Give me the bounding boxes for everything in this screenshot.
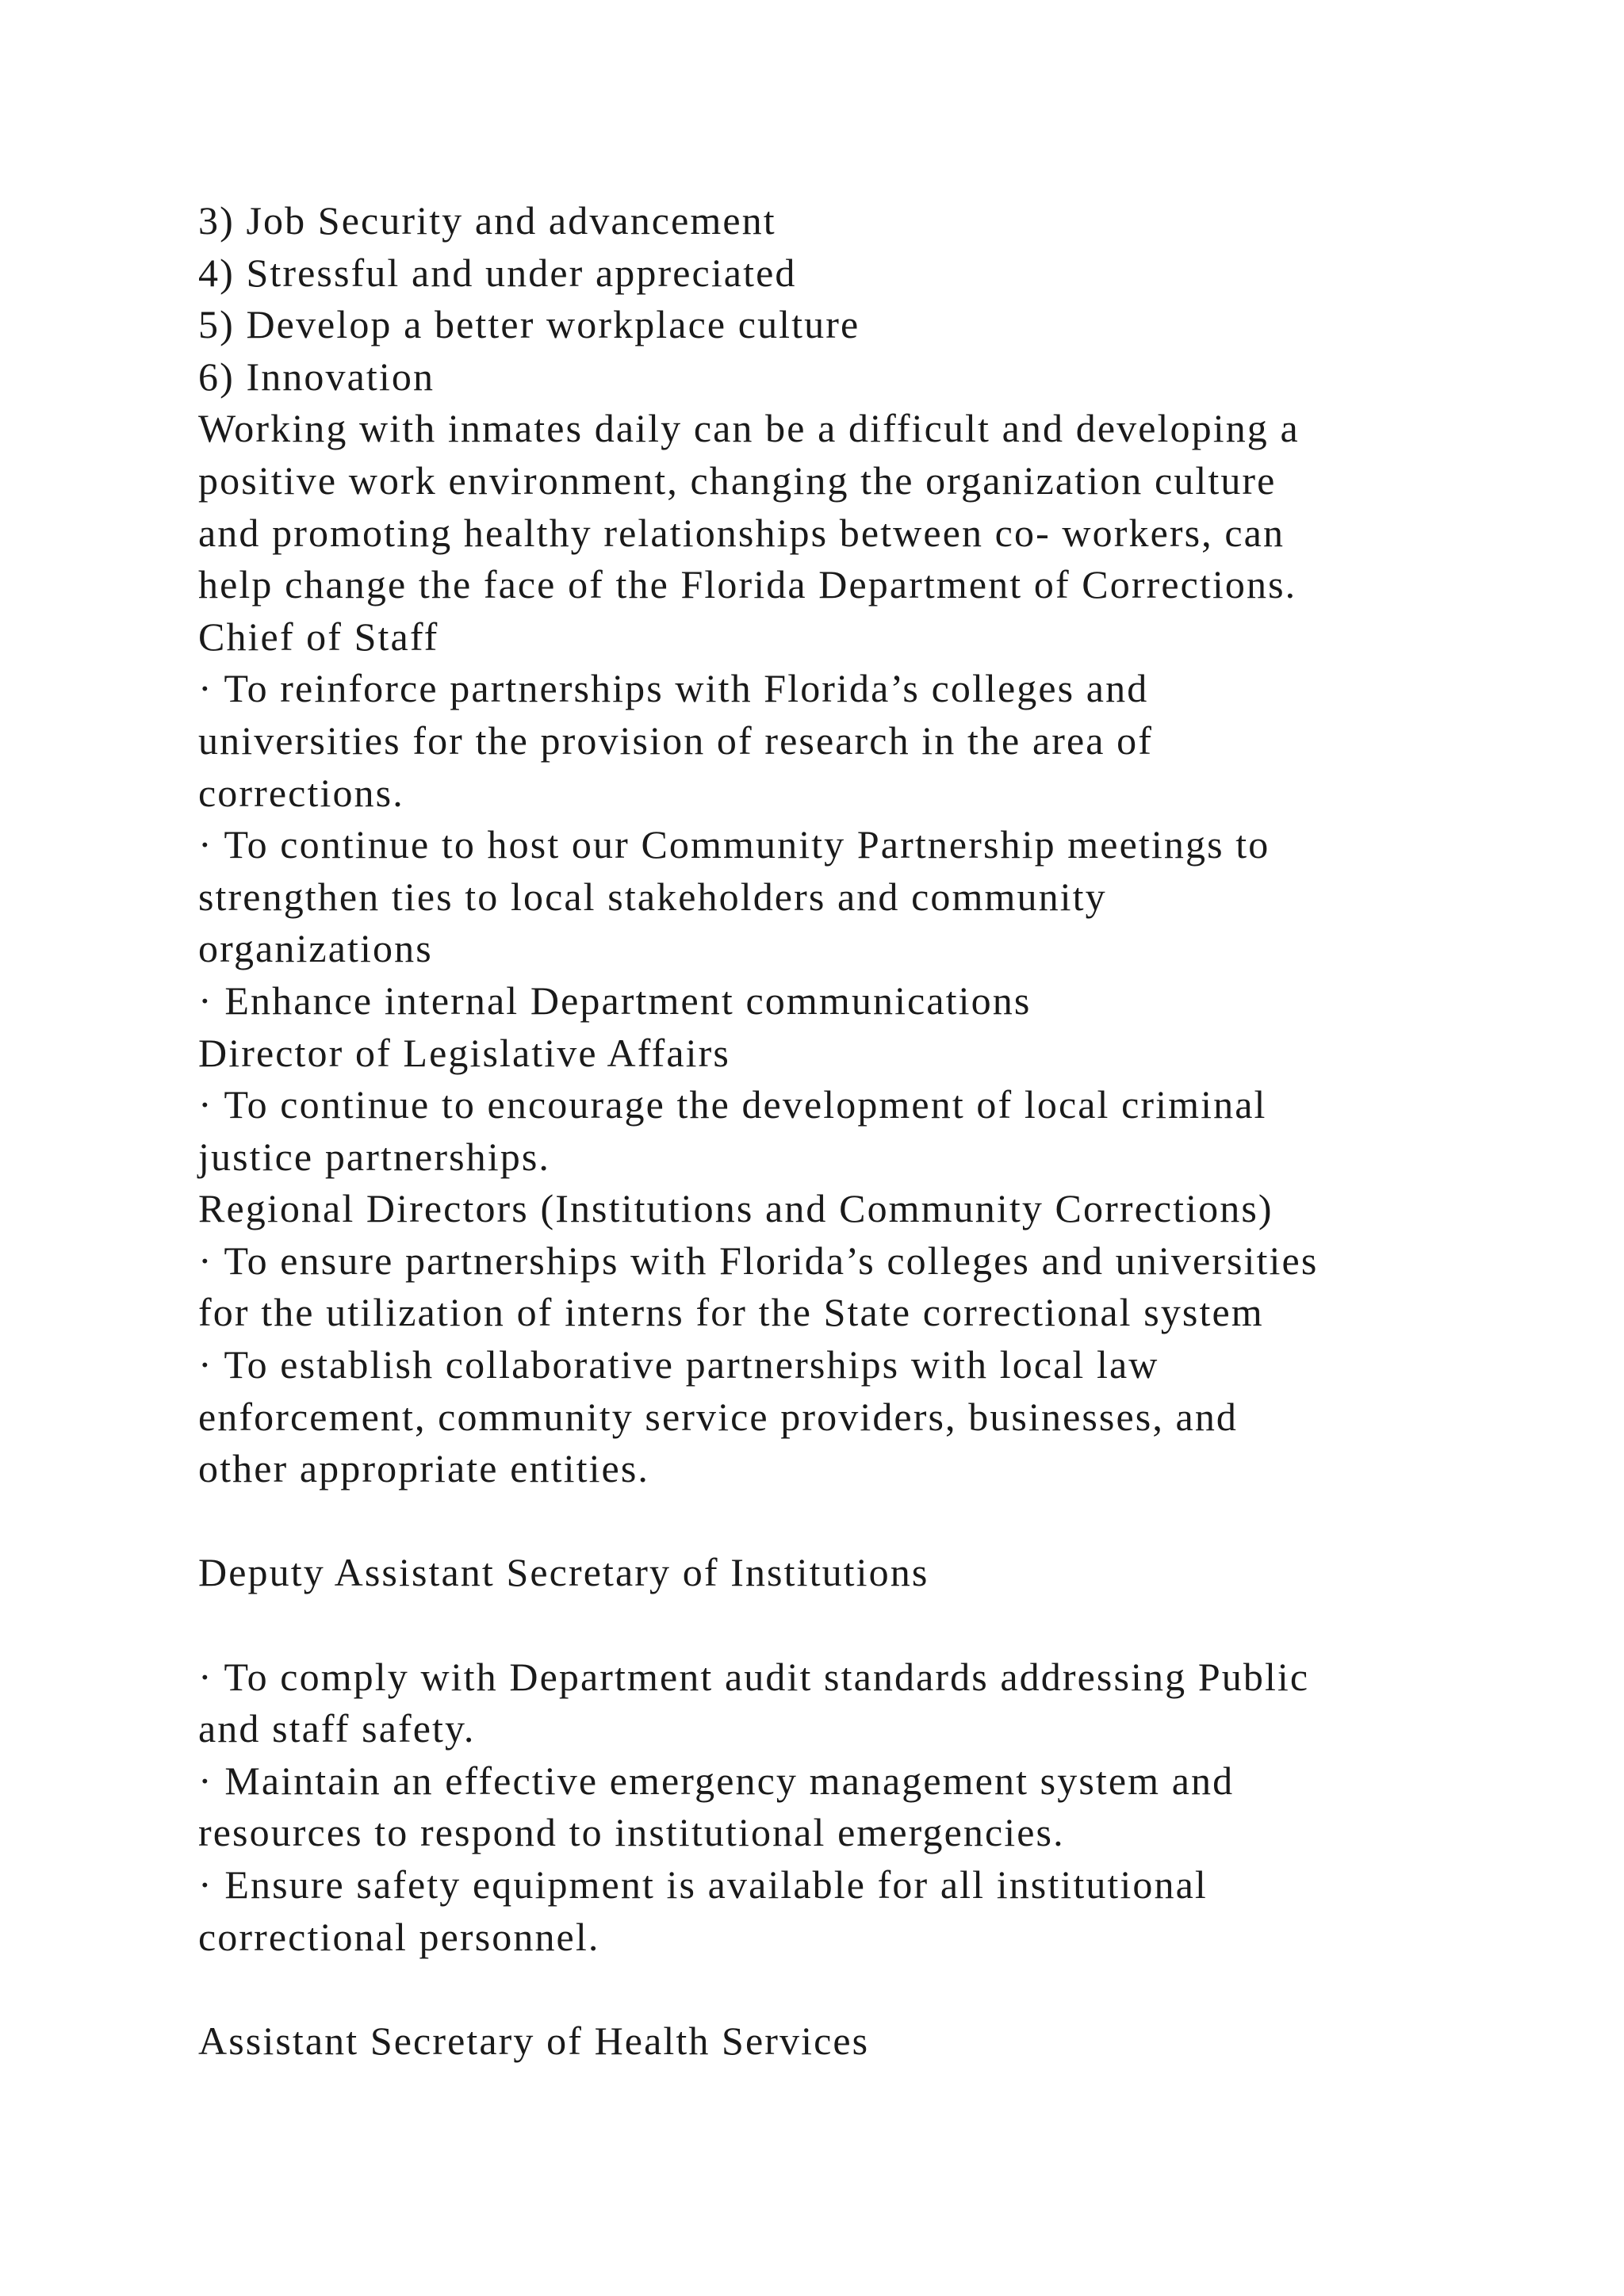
bullet-line: · To comply with Department audit standards addressing Public [198, 1654, 1310, 1699]
bullet-line: · Enhance internal Department communications [198, 978, 1032, 1023]
section-heading-deputy-assistant-secretary: Deputy Assistant Secretary of Institutions [198, 1550, 929, 1595]
bullet-line: · To ensure partnerships with Florida’s colleges and universities [198, 1238, 1319, 1283]
section-heading-legislative-affairs: Director of Legislative Affairs [198, 1030, 730, 1075]
paragraph-line: help change the face of the Florida Department of Corrections. [198, 562, 1297, 607]
blank-line [198, 1963, 1546, 2015]
bullet-line: universities for the provision of research in the area of [198, 718, 1154, 763]
bullet-line: · Maintain an effective emergency management system and [198, 1758, 1235, 1803]
bullet-line: and staff safety. [198, 1706, 476, 1751]
blank-line [198, 1495, 1546, 1548]
bullet-line: · To establish collaborative partnerships with local law [198, 1342, 1159, 1387]
bullet-line: · To reinforce partnerships with Florida’s colleges and [198, 666, 1149, 711]
bullet-line: enforcement, community service providers, businesses, and [198, 1394, 1239, 1439]
blank-line [198, 1599, 1546, 1651]
section-heading-regional-directors: Regional Directors (Institutions and Community Corrections) [198, 1186, 1274, 1231]
list-item-innovation: 6) Innovation [198, 354, 435, 399]
bullet-line: for the utilization of interns for the State correctional system [198, 1290, 1264, 1335]
section-heading-health-services: Assistant Secretary of Health Services [198, 2018, 870, 2063]
bullet-line: correctional personnel. [198, 1914, 600, 1959]
section-heading-chief-of-staff: Chief of Staff [198, 614, 439, 659]
list-item-job-security: 3) Job Security and advancement [198, 198, 776, 243]
list-item-workplace-culture: 5) Develop a better workplace culture [198, 302, 860, 347]
list-item-stressful: 4) Stressful and under appreciated [198, 250, 797, 295]
bullet-line: · Ensure safety equipment is available for all institutional [198, 1862, 1208, 1907]
bullet-line: organizations [198, 926, 433, 971]
paragraph-line: positive work environment, changing the organization culture [198, 457, 1277, 503]
bullet-line: other appropriate entities. [198, 1446, 650, 1491]
bullet-line: resources to respond to institutional emergencies. [198, 1810, 1065, 1855]
bullet-line: strengthen ties to local stakeholders and community [198, 874, 1107, 919]
bullet-line: · To continue to host our Community Partnership meetings to [198, 822, 1270, 867]
document-body [198, 195, 1546, 2067]
bullet-line: corrections. [198, 770, 404, 815]
bullet-line: justice partnerships. [198, 1134, 551, 1179]
paragraph-line: and promoting healthy relationships between co- workers, can [198, 510, 1285, 555]
bullet-line: · To continue to encourage the development of local criminal [198, 1082, 1267, 1127]
paragraph-line: Working with inmates daily can be a difficult and developing a [198, 406, 1300, 451]
